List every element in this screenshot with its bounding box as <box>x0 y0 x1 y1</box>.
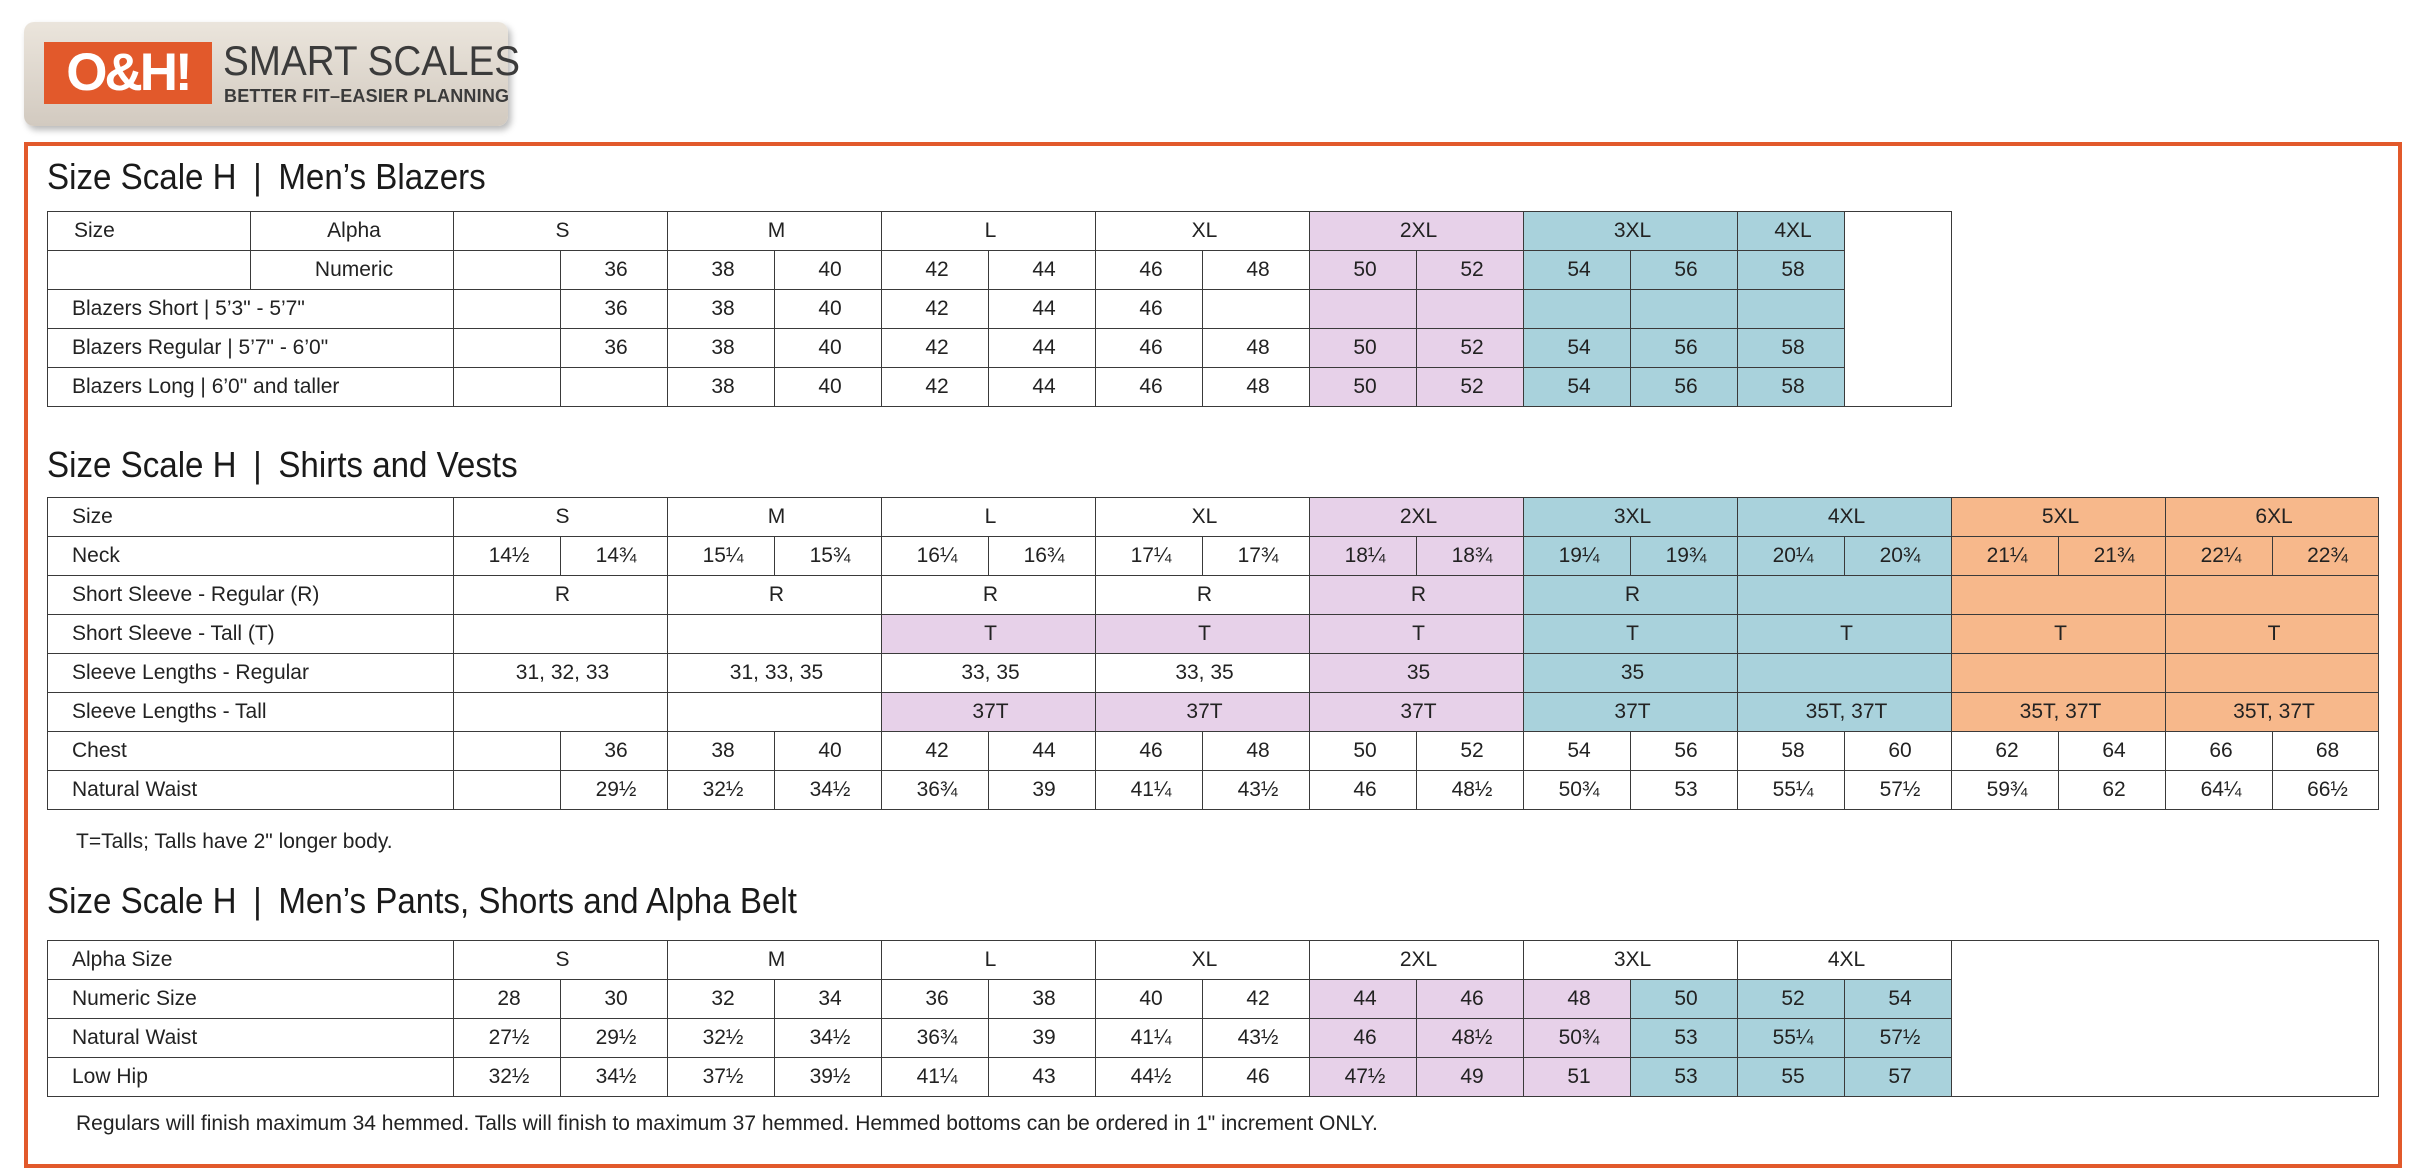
blazers-title-name: Men’s Blazers <box>278 156 486 197</box>
value-cell: 48 <box>1203 732 1310 771</box>
row-label: Natural Waist <box>48 771 454 810</box>
value-cell: 36 <box>561 290 668 329</box>
value-cell: 57½ <box>1845 1019 1952 1058</box>
title-separator: | <box>253 156 262 197</box>
value-cell: 46 <box>1096 329 1203 368</box>
value-cell: 50 <box>1310 329 1417 368</box>
value-cell: 35T, 37T <box>1738 693 1952 732</box>
value-cell <box>454 251 561 290</box>
value-cell: 48 <box>1524 980 1631 1019</box>
value-cell <box>1738 576 1952 615</box>
value-cell: 38 <box>668 251 775 290</box>
title-separator: | <box>253 444 262 485</box>
size-cell: 3XL <box>1524 498 1738 537</box>
table-row <box>48 693 2379 732</box>
value-cell: 27½ <box>454 1019 561 1058</box>
value-cell: 40 <box>775 290 882 329</box>
value-cell: 44 <box>989 290 1096 329</box>
value-cell: 32½ <box>454 1058 561 1097</box>
value-cell <box>454 615 668 654</box>
value-cell: 58 <box>1738 329 1845 368</box>
value-cell: 43½ <box>1203 1019 1310 1058</box>
value-cell <box>454 329 561 368</box>
value-cell: 50¾ <box>1524 771 1631 810</box>
shirts-title-scale: Size Scale H <box>47 444 237 485</box>
value-cell: 37T <box>1524 693 1738 732</box>
value-cell: 33, 35 <box>1096 654 1310 693</box>
value-cell: 38 <box>989 980 1096 1019</box>
alpha-header: Alpha <box>251 212 454 251</box>
size-cell: 4XL <box>1738 212 1845 251</box>
blazers-table <box>47 211 2425 407</box>
value-cell: 59¾ <box>1952 771 2059 810</box>
value-cell: 41¼ <box>1096 771 1203 810</box>
value-cell: 34½ <box>775 771 882 810</box>
value-cell: 18¾ <box>1417 537 1524 576</box>
value-cell: 20¾ <box>1845 537 1952 576</box>
value-cell: 58 <box>1738 732 1845 771</box>
value-cell <box>1417 290 1524 329</box>
row-label: Sleeve Lengths - Regular <box>48 654 454 693</box>
size-cell: 5XL <box>1952 498 2166 537</box>
value-cell: 60 <box>1845 732 1952 771</box>
value-cell: 56 <box>1631 732 1738 771</box>
value-cell: 55 <box>1738 1058 1845 1097</box>
value-cell: 41¼ <box>882 1058 989 1097</box>
value-cell: 48 <box>1203 368 1310 407</box>
value-cell: 44 <box>989 368 1096 407</box>
value-cell: R <box>1096 576 1310 615</box>
value-cell <box>454 290 561 329</box>
value-cell: 18¼ <box>1310 537 1417 576</box>
value-cell: 50 <box>1631 980 1738 1019</box>
size-cell: XL <box>1096 212 1310 251</box>
size-header: Size <box>48 212 251 251</box>
value-cell: 42 <box>882 329 989 368</box>
value-cell: 36 <box>882 980 989 1019</box>
value-cell: T <box>1738 615 1952 654</box>
value-cell: R <box>1310 576 1524 615</box>
empty-cell <box>48 251 251 290</box>
value-cell: 40 <box>775 368 882 407</box>
value-cell: 62 <box>2059 771 2166 810</box>
value-cell <box>1631 290 1738 329</box>
row-label: Blazers Long | 6’0" and taller <box>48 368 454 407</box>
value-cell <box>2166 576 2379 615</box>
value-cell: 14½ <box>454 537 561 576</box>
size-cell: 4XL <box>1738 498 1952 537</box>
size-cell: XL <box>1096 498 1310 537</box>
value-cell: 44 <box>1310 980 1417 1019</box>
value-cell: 54 <box>1524 732 1631 771</box>
value-cell: 33, 35 <box>882 654 1096 693</box>
table-row <box>48 251 2425 290</box>
value-cell: 16¼ <box>882 537 989 576</box>
value-cell: T <box>1310 615 1524 654</box>
row-label: Chest <box>48 732 454 771</box>
value-cell: 44½ <box>1096 1058 1203 1097</box>
shirts-table <box>47 497 2379 810</box>
value-cell: 34½ <box>561 1058 668 1097</box>
value-cell <box>454 732 561 771</box>
pants-title-name: Men’s Pants, Shorts and Alpha Belt <box>278 880 797 921</box>
value-cell: 50 <box>1310 368 1417 407</box>
value-cell: 32½ <box>668 771 775 810</box>
size-cell: XL <box>1096 941 1310 980</box>
size-cell: 4XL <box>1738 941 1952 980</box>
value-cell: 50 <box>1310 251 1417 290</box>
value-cell: 64 <box>2059 732 2166 771</box>
size-cell: L <box>882 498 1096 537</box>
value-cell: 36 <box>561 732 668 771</box>
value-cell: 66 <box>2166 732 2273 771</box>
title-separator: | <box>253 880 262 921</box>
value-cell: 19¼ <box>1524 537 1631 576</box>
value-cell: 54 <box>1845 980 1952 1019</box>
value-cell: 28 <box>454 980 561 1019</box>
table-row <box>48 576 2379 615</box>
size-cell: 2XL <box>1310 941 1524 980</box>
size-cell: M <box>668 941 882 980</box>
value-cell <box>1203 290 1310 329</box>
logo-subtitle: BETTER FIT–EASIER PLANNING <box>224 86 510 106</box>
value-cell: 51 <box>1524 1058 1631 1097</box>
value-cell: 42 <box>882 368 989 407</box>
pants-note: Regulars will finish maximum 34 hemmed. Talls will finish to maximum 37 hemmed. Hemmed bottoms can be ordered in 1" increment ONLY. <box>76 1112 1378 1135</box>
value-cell: 40 <box>775 732 882 771</box>
value-cell <box>1310 290 1417 329</box>
value-cell: 35T, 37T <box>1952 693 2166 732</box>
value-cell: 58 <box>1738 251 1845 290</box>
value-cell: T <box>1524 615 1738 654</box>
value-cell <box>1952 654 2166 693</box>
value-cell <box>1524 290 1631 329</box>
size-cell: 2XL <box>1310 212 1524 251</box>
size-cell: M <box>668 212 882 251</box>
value-cell: 17¼ <box>1096 537 1203 576</box>
shirts-title-name: Shirts and Vests <box>278 444 518 485</box>
value-cell: 32 <box>668 980 775 1019</box>
value-cell: 36¾ <box>882 771 989 810</box>
value-cell: 39½ <box>775 1058 882 1097</box>
value-cell: 36¾ <box>882 1019 989 1058</box>
pants-table <box>47 940 2379 1097</box>
brand-logo <box>24 22 521 126</box>
value-cell: 36 <box>561 251 668 290</box>
value-cell <box>668 693 882 732</box>
size-cell: 6XL <box>2166 498 2379 537</box>
value-cell: 43½ <box>1203 771 1310 810</box>
row-label: Low Hip <box>48 1058 454 1097</box>
value-cell: 53 <box>1631 1058 1738 1097</box>
size-cell: S <box>454 212 668 251</box>
table-row <box>48 732 2379 771</box>
value-cell: 43 <box>989 1058 1096 1097</box>
value-cell: 54 <box>1524 251 1631 290</box>
row-label: Alpha Size <box>48 941 454 980</box>
value-cell: T <box>2166 615 2379 654</box>
size-cell: L <box>882 212 1096 251</box>
value-cell: 44 <box>989 732 1096 771</box>
value-cell <box>561 368 668 407</box>
row-label: Blazers Short | 5’3" - 5’7" <box>48 290 454 329</box>
value-cell: 37T <box>1096 693 1310 732</box>
value-cell: 50 <box>1310 732 1417 771</box>
value-cell: 34½ <box>775 1019 882 1058</box>
value-cell: 46 <box>1417 980 1524 1019</box>
value-cell: 54 <box>1524 329 1631 368</box>
pants-title-scale: Size Scale H <box>47 880 237 921</box>
value-cell: 31, 33, 35 <box>668 654 882 693</box>
value-cell: 35 <box>1310 654 1524 693</box>
value-cell: 53 <box>1631 771 1738 810</box>
value-cell: 55¼ <box>1738 771 1845 810</box>
value-cell: 22¼ <box>2166 537 2273 576</box>
value-cell: 46 <box>1096 732 1203 771</box>
value-cell: 48½ <box>1417 771 1524 810</box>
value-cell: 21¼ <box>1952 537 2059 576</box>
size-cell: 3XL <box>1524 941 1738 980</box>
blazers-title <box>47 156 486 204</box>
size-cell: 2XL <box>1310 498 1524 537</box>
value-cell: 37T <box>1310 693 1524 732</box>
value-cell: 39 <box>989 771 1096 810</box>
value-cell: 44 <box>989 251 1096 290</box>
value-cell: 15¼ <box>668 537 775 576</box>
row-label: Blazers Regular | 5’7" - 6’0" <box>48 329 454 368</box>
value-cell: 38 <box>668 290 775 329</box>
value-cell: T <box>882 615 1096 654</box>
table-row <box>48 290 2425 329</box>
table-row <box>48 941 2379 980</box>
value-cell: 17¾ <box>1203 537 1310 576</box>
value-cell: 41¼ <box>1096 1019 1203 1058</box>
table-row <box>48 771 2379 810</box>
value-cell: 21¾ <box>2059 537 2166 576</box>
value-cell: 16¾ <box>989 537 1096 576</box>
value-cell: 44 <box>989 329 1096 368</box>
table-row <box>48 498 2379 537</box>
row-label: Short Sleeve - Regular (R) <box>48 576 454 615</box>
value-cell: 52 <box>1417 329 1524 368</box>
value-cell: 35 <box>1524 654 1738 693</box>
value-cell: 42 <box>882 732 989 771</box>
value-cell: 68 <box>2273 732 2379 771</box>
value-cell <box>1738 290 1845 329</box>
value-cell <box>668 615 882 654</box>
value-cell: 37T <box>882 693 1096 732</box>
size-cell: 3XL <box>1524 212 1738 251</box>
value-cell: 38 <box>668 329 775 368</box>
row-label: Sleeve Lengths - Tall <box>48 693 454 732</box>
value-cell: 46 <box>1096 251 1203 290</box>
value-cell: 48 <box>1203 329 1310 368</box>
value-cell: 56 <box>1631 251 1738 290</box>
value-cell: 37½ <box>668 1058 775 1097</box>
value-cell: R <box>454 576 668 615</box>
value-cell: T <box>1952 615 2166 654</box>
empty-area <box>1952 941 2379 1097</box>
value-cell: 29½ <box>561 771 668 810</box>
value-cell: 34 <box>775 980 882 1019</box>
value-cell: 29½ <box>561 1019 668 1058</box>
row-label: Natural Waist <box>48 1019 454 1058</box>
value-cell: 64¼ <box>2166 771 2273 810</box>
value-cell: 38 <box>668 732 775 771</box>
size-header: Size <box>48 498 454 537</box>
value-cell: 42 <box>882 251 989 290</box>
table-row <box>48 212 2425 251</box>
shirts-title <box>47 444 518 492</box>
value-cell: 54 <box>1524 368 1631 407</box>
value-cell: 47½ <box>1310 1058 1417 1097</box>
table-row <box>48 537 2379 576</box>
value-cell: 40 <box>775 251 882 290</box>
row-label: Neck <box>48 537 454 576</box>
value-cell: 35T, 37T <box>2166 693 2379 732</box>
value-cell: 15¾ <box>775 537 882 576</box>
value-cell: R <box>1524 576 1738 615</box>
numeric-header: Numeric <box>251 251 454 290</box>
value-cell: 55¼ <box>1738 1019 1845 1058</box>
size-cell: S <box>454 941 668 980</box>
value-cell <box>1738 654 1952 693</box>
value-cell: 57 <box>1845 1058 1952 1097</box>
value-cell: 56 <box>1631 329 1738 368</box>
value-cell: 42 <box>882 290 989 329</box>
shirts-note: T=Talls; Talls have 2" longer body. <box>76 830 393 853</box>
pants-title <box>47 880 797 928</box>
value-cell: 19¾ <box>1631 537 1738 576</box>
value-cell: 49 <box>1417 1058 1524 1097</box>
value-cell: 31, 32, 33 <box>454 654 668 693</box>
value-cell: 46 <box>1310 771 1417 810</box>
value-cell: 52 <box>1417 251 1524 290</box>
value-cell: 14¾ <box>561 537 668 576</box>
value-cell <box>454 771 561 810</box>
value-cell: 46 <box>1096 368 1203 407</box>
logo-mark: O&H! <box>44 42 212 104</box>
value-cell: 20¼ <box>1738 537 1845 576</box>
value-cell: 53 <box>1631 1019 1738 1058</box>
value-cell: 38 <box>668 368 775 407</box>
table-row <box>48 654 2379 693</box>
size-cell: M <box>668 498 882 537</box>
value-cell: 57½ <box>1845 771 1952 810</box>
table-row <box>48 329 2425 368</box>
empty-area <box>1845 212 1952 407</box>
row-label: Short Sleeve - Tall (T) <box>48 615 454 654</box>
value-cell: R <box>668 576 882 615</box>
value-cell: 46 <box>1096 290 1203 329</box>
value-cell <box>454 368 561 407</box>
value-cell: 62 <box>1952 732 2059 771</box>
value-cell: 56 <box>1631 368 1738 407</box>
value-cell: 58 <box>1738 368 1845 407</box>
value-cell: T <box>1096 615 1310 654</box>
table-row <box>48 368 2425 407</box>
value-cell: 40 <box>1096 980 1203 1019</box>
size-cell: S <box>454 498 668 537</box>
value-cell: 40 <box>775 329 882 368</box>
value-cell <box>454 693 668 732</box>
table-row <box>48 615 2379 654</box>
value-cell <box>1952 576 2166 615</box>
value-cell: 30 <box>561 980 668 1019</box>
value-cell: R <box>882 576 1096 615</box>
value-cell: 36 <box>561 329 668 368</box>
logo-title: SMART SCALES <box>223 37 521 84</box>
value-cell: 22¾ <box>2273 537 2379 576</box>
value-cell: 52 <box>1738 980 1845 1019</box>
value-cell <box>2166 654 2379 693</box>
value-cell: 46 <box>1310 1019 1417 1058</box>
size-cell: L <box>882 941 1096 980</box>
row-label: Numeric Size <box>48 980 454 1019</box>
value-cell: 32½ <box>668 1019 775 1058</box>
value-cell: 52 <box>1417 732 1524 771</box>
value-cell: 48 <box>1203 251 1310 290</box>
value-cell: 50¾ <box>1524 1019 1631 1058</box>
blazers-title-scale: Size Scale H <box>47 156 237 197</box>
value-cell: 46 <box>1203 1058 1310 1097</box>
value-cell: 39 <box>989 1019 1096 1058</box>
value-cell: 52 <box>1417 368 1524 407</box>
value-cell: 48½ <box>1417 1019 1524 1058</box>
value-cell: 42 <box>1203 980 1310 1019</box>
value-cell: 66½ <box>2273 771 2379 810</box>
